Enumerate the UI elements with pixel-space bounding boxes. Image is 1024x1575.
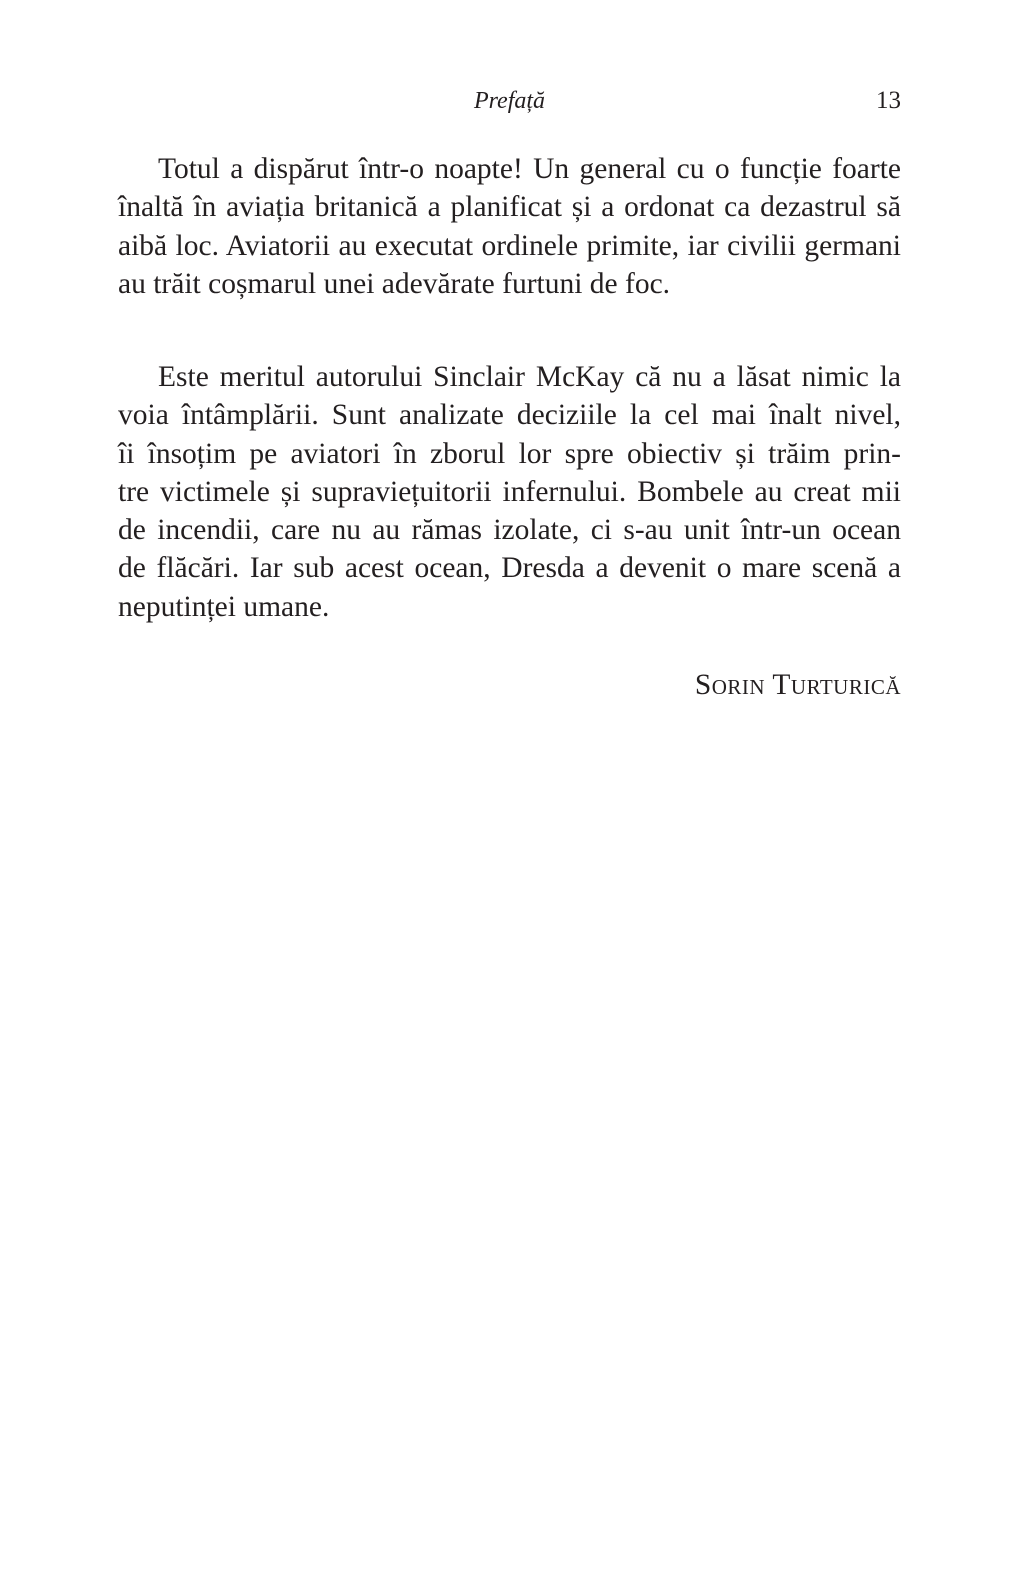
paragraph-line: neputinței umane.	[118, 590, 330, 623]
paragraph-line: Totul a dispărut într-o noapte! Un general cu o funcție foarte	[158, 153, 901, 185]
running-title: Prefață	[473, 88, 546, 114]
running-head	[118, 84, 901, 118]
page-number: 13	[876, 87, 901, 114]
paragraph-line: îi însoțim pe aviatori în zborul lor spre obiectiv și trăim prin-	[118, 437, 901, 470]
paragraph-line: înaltă în aviația britanică a planificat și a ordonat ca dezastrul să	[118, 191, 901, 224]
paragraph-line: de flăcări. Iar sub acest ocean, Dresda a devenit o mare scenă a	[118, 552, 901, 585]
paragraph-line: au trăit coșmarul unei adevărate furtuni de foc.	[118, 267, 671, 300]
paragraph-line: de incendii, care nu au rămas izolate, ci s-au unit într-un ocean	[118, 514, 901, 547]
paragraph-2	[118, 358, 901, 626]
author-signature: Sorin Turturică	[694, 669, 901, 701]
paragraph-line: tre victimele și supraviețuitorii infernului. Bombele au creat mii	[118, 475, 901, 508]
paragraph-1	[118, 150, 901, 303]
paragraph-line: voia întâmplării. Sunt analizate deciziile la cel mai înalt nivel,	[118, 399, 901, 432]
paragraph-line: aibă loc. Aviatorii au executat ordinele primite, iar civilii germani	[118, 229, 901, 262]
paragraph-line: Este meritul autorului Sinclair McKay că nu a lăsat nimic la	[158, 361, 901, 393]
